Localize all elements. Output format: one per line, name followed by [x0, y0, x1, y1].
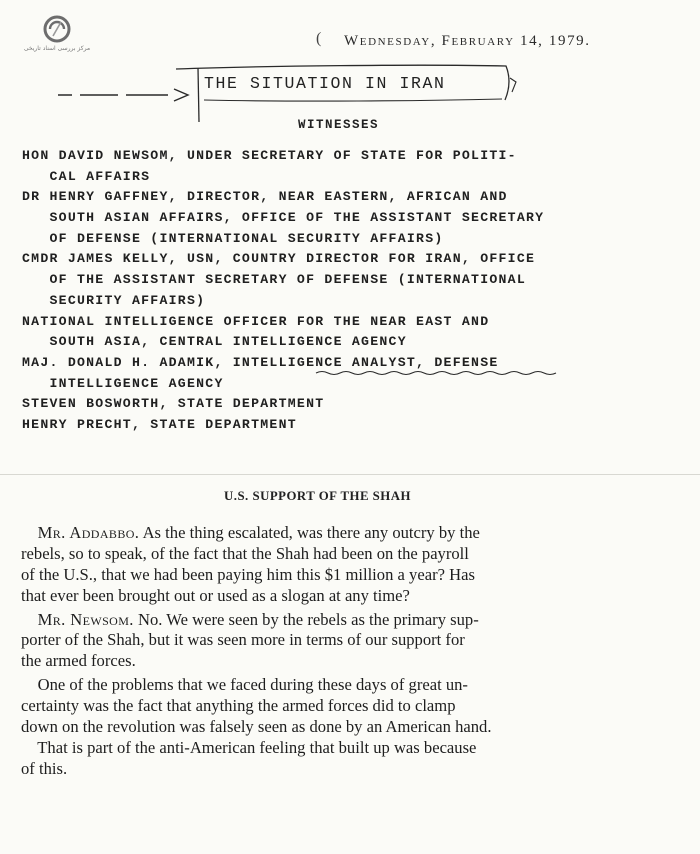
paragraph-line: down on the revolution was falsely seen as done by an American hand.	[21, 717, 492, 737]
paragraph-first-line: That is part of the anti-American feeling that built up was because	[37, 737, 477, 757]
witness-line: HENRY PRECHT, STATE DEPARTMENT	[22, 416, 297, 432]
testimony-text	[21, 523, 681, 780]
paragraph-first-line: One of the problems that we faced during these days of great un-	[37, 675, 468, 695]
witness-line: DR HENRY GAFFNEY, DIRECTOR, NEAR EASTERN, AFRICAN AND	[22, 189, 508, 205]
paragraph-line: porter of the Shah, but it was seen more in terms of our support for	[21, 630, 465, 650]
witnesses-heading: WITNESSES	[298, 118, 380, 132]
document-title: THE SITUATION IN IRAN	[204, 74, 446, 93]
witness-line: MAJ. DONALD H. ADAMIK, INTELLIGENCE ANALYST, DEFENSE	[22, 354, 499, 370]
hearing-date: Wednesday, February 14, 1979.	[344, 33, 591, 49]
witness-line: CMDR JAMES KELLY, USN, COUNTRY DIRECTOR FOR IRAN, OFFICE	[22, 251, 536, 267]
witness-line: SOUTH ASIA, CENTRAL INTELLIGENCE AGENCY	[22, 334, 407, 350]
paragraph-first-line: Mr. Newsom. No. We were seen by the rebels as the primary sup-	[37, 609, 479, 629]
witness-line: STEVEN BOSWORTH, STATE DEPARTMENT	[22, 396, 325, 412]
paragraph-line: rebels, so to speak, of the fact that the Shah had been on the payroll	[21, 543, 469, 563]
section-heading: U.S. SUPPORT OF THE SHAH	[224, 489, 411, 503]
paragraph-line: certainty was the fact that anything the armed forces did to clamp	[21, 696, 456, 716]
speaker-name: Mr. Newsom.	[37, 609, 134, 629]
paragraph-line: of the U.S., that we had been paying him this $1 million a year? Has	[21, 564, 475, 584]
logo-caption: مرکز بررسی اسناد تاریخی	[23, 45, 91, 52]
witness-line: HON DAVID NEWSOM, UNDER SECRETARY OF STATE FOR POLITI-	[22, 148, 517, 163]
speaker-name: Mr. Addabbo.	[37, 523, 140, 542]
witness-line: SOUTH ASIAN AFFAIRS, OFFICE OF THE ASSISTANT SECRETARY	[22, 210, 545, 226]
witness-list	[22, 146, 678, 436]
witness-line: SECURITY AFFAIRS)	[22, 292, 206, 308]
date-bracket-mark: (	[316, 30, 322, 47]
witness-line: OF DEFENSE (INTERNATIONAL SECURITY AFFAIRS)	[22, 230, 444, 246]
witness-line: CAL AFFAIRS	[22, 168, 151, 184]
paragraph-line: the armed forces.	[21, 651, 136, 671]
witness-line: INTELLIGENCE AGENCY	[22, 375, 224, 391]
paragraph-line: that ever been brought out or used as a slogan at any time?	[21, 585, 410, 605]
paragraph-first-line: Mr. Addabbo. As the thing escalated, was there any outcry by the	[37, 523, 480, 542]
witness-line: OF THE ASSISTANT SECRETARY OF DEFENSE (INTERNATIONAL	[22, 272, 527, 288]
witness-line: NATIONAL INTELLIGENCE OFFICER FOR THE NEAR EAST AND	[22, 313, 490, 329]
paragraph-line: of this.	[21, 758, 68, 778]
section-divider	[0, 474, 700, 475]
